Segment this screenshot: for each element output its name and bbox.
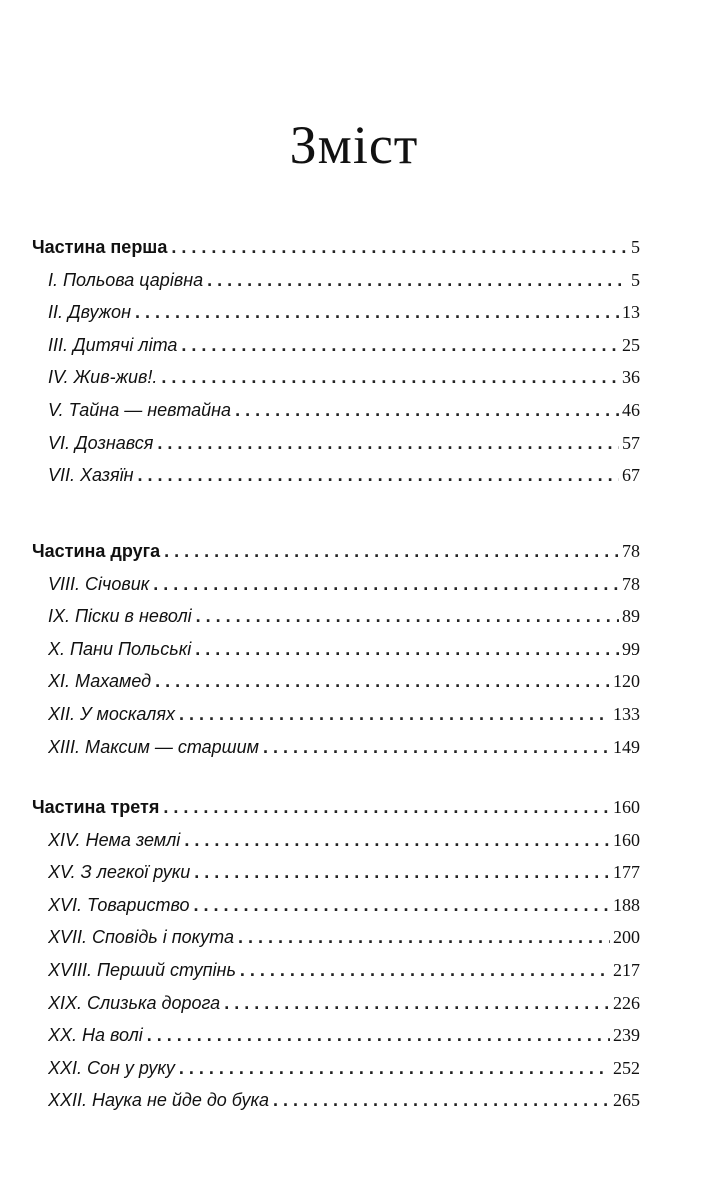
- dot-leader: [224, 988, 610, 1018]
- toc-entry-label: VIII. Січовик: [48, 573, 150, 594]
- toc-entry-label: IV. Жив-жив!.: [48, 367, 158, 388]
- dot-leader: [179, 1053, 610, 1083]
- part-heading-3-page-number: 160: [613, 797, 640, 817]
- dot-leader: [263, 732, 610, 762]
- dot-leader: [193, 890, 610, 920]
- toc-entry-label: XV. З легкої руки: [48, 862, 191, 883]
- dot-leader: [184, 825, 610, 855]
- dot-leader: [179, 699, 610, 729]
- toc-entry: [48, 1085, 640, 1115]
- toc-entry-label: V. Тайна — невтайна: [48, 400, 232, 420]
- dot-leader: [194, 857, 610, 887]
- dot-leader: [135, 297, 619, 327]
- toc-entry-page-number: 89: [622, 606, 640, 627]
- toc-entry-label: XIII. Максим — старшим: [48, 736, 259, 757]
- toc-entry-page-number: 265: [613, 1090, 640, 1111]
- dot-leader: [240, 955, 610, 985]
- toc-entry-page-number: 5: [631, 269, 640, 290]
- part-heading-1-page-number: 5: [631, 237, 640, 257]
- dot-leader: [164, 536, 619, 566]
- dot-leader: [153, 569, 619, 599]
- dot-leader: [195, 634, 619, 664]
- toc-entry-label: I. Польова царівна: [48, 269, 204, 290]
- toc-entry: [48, 330, 640, 360]
- toc-entry-page-number: 188: [613, 894, 640, 915]
- toc-entry-page-number: 25: [622, 334, 640, 355]
- toc-entry: [48, 955, 640, 985]
- dot-leader: [147, 1020, 610, 1050]
- part-heading-3: [32, 792, 640, 822]
- toc-entry-label: XIX. Слизька дорога: [48, 992, 221, 1013]
- part-heading-1-label: Частина перша: [32, 237, 168, 257]
- toc-entry-page-number: 226: [613, 992, 640, 1013]
- toc-entry-page-number: 120: [613, 671, 640, 692]
- toc-entry-page-number: 149: [613, 736, 640, 757]
- toc-entry: [48, 297, 640, 327]
- toc-entry: [48, 988, 640, 1018]
- toc-entry: [48, 1020, 640, 1050]
- toc-entry: [48, 732, 640, 762]
- toc-entry-page-number: 78: [622, 573, 640, 594]
- dot-leader: [157, 428, 619, 458]
- toc-entry: [48, 922, 640, 952]
- part-heading-3-label: Частина третя: [32, 797, 160, 817]
- toc-entry-label: XII. У москалях: [48, 704, 175, 724]
- toc-entry: [48, 395, 640, 425]
- part-heading-2-label: Частина друга: [32, 541, 161, 561]
- toc-entry-page-number: 67: [622, 465, 640, 486]
- toc-entry: [48, 428, 640, 458]
- page-title: Зміст: [289, 115, 419, 175]
- toc-entry: [48, 265, 640, 295]
- toc-entry-label: XX. На волі: [48, 1025, 143, 1046]
- toc-entry-label: III. Дитячі літа: [48, 334, 178, 355]
- toc-entry: [48, 569, 640, 599]
- toc-entry-page-number: 46: [622, 400, 640, 420]
- toc-entry: [48, 1053, 640, 1083]
- toc-entry-page-number: 239: [613, 1025, 640, 1046]
- toc-entry: [48, 460, 640, 490]
- toc-entry-page-number: 217: [613, 960, 640, 980]
- toc-entry: [48, 362, 640, 392]
- toc-entry-label: IX. Піски в неволі: [48, 606, 192, 627]
- toc-entry-label: XXI. Сон у руку: [48, 1057, 175, 1078]
- toc-entry-page-number: 13: [622, 302, 640, 323]
- toc-entry-page-number: 252: [613, 1057, 640, 1078]
- dot-leader: [181, 330, 619, 360]
- toc-entry-page-number: 160: [613, 829, 640, 850]
- toc-entry: [48, 634, 640, 664]
- toc-entry-page-number: 57: [622, 432, 640, 453]
- toc-entry-page-number: 200: [613, 927, 640, 948]
- dot-leader: [207, 265, 628, 295]
- toc-entry-page-number: 177: [613, 862, 640, 883]
- toc-entry-label: VII. Хазяїн: [48, 465, 134, 486]
- dot-leader: [238, 922, 610, 952]
- dot-leader: [138, 460, 619, 490]
- toc-entry-label: X. Пани Польські: [48, 638, 192, 659]
- toc-entry: [48, 857, 640, 887]
- toc-entry: [48, 666, 640, 696]
- toc-entry-label: XVIII. Перший ступінь: [48, 960, 236, 980]
- toc-entry: [48, 825, 640, 855]
- toc-entry: [48, 699, 640, 729]
- dot-leader: [163, 792, 610, 822]
- dot-leader: [196, 601, 619, 631]
- toc-entry-page-number: 36: [622, 367, 640, 388]
- part-heading-1: [32, 232, 640, 262]
- dot-leader: [235, 395, 619, 425]
- toc-entry-label: XVII. Сповідь і покута: [48, 927, 234, 948]
- toc-entry-page-number: 133: [613, 704, 640, 724]
- part-heading-2: [32, 536, 640, 566]
- toc-entry-label: XIV. Нема землі: [48, 829, 181, 850]
- dot-leader: [155, 666, 610, 696]
- toc-entry-label: II. Двужон: [48, 302, 131, 323]
- dot-leader: [161, 362, 619, 392]
- part-heading-2-page-number: 78: [622, 541, 640, 561]
- toc-entry-page-number: 99: [622, 638, 640, 659]
- toc-entry-label: XVI. Товариство: [48, 894, 190, 915]
- toc-entry: [48, 890, 640, 920]
- toc-entry-label: XXII. Наука не йде до бука: [48, 1090, 270, 1111]
- dot-leader: [273, 1085, 610, 1115]
- toc-entry-label: VI. Дознався: [48, 432, 154, 453]
- dot-leader: [171, 232, 628, 262]
- toc-entry-label: XI. Махамед: [48, 671, 152, 692]
- toc-entry: [48, 601, 640, 631]
